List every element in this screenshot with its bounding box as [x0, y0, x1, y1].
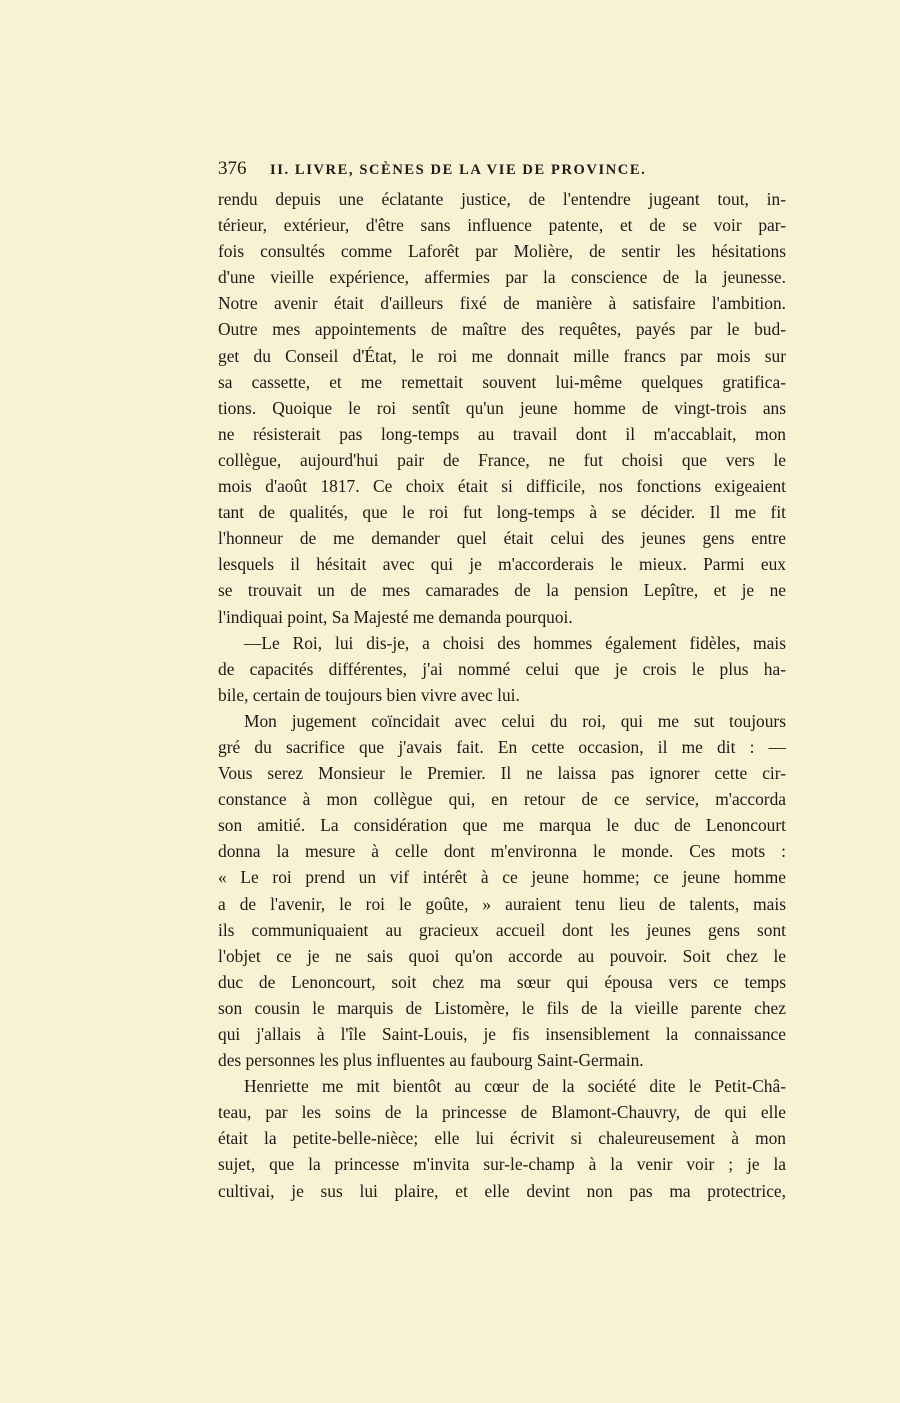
- text-line: mois d'août 1817. Ce choix était si difficile, nos fonctions exigeaient: [218, 476, 786, 497]
- text-line: tant de qualités, que le roi fut long-temps à se décider. Il me fit: [218, 502, 786, 523]
- text-line: sujet, que la princesse m'invita sur-le-champ à la venir voir ; je la: [218, 1154, 786, 1175]
- text-line: duc de Lenoncourt, soit chez ma sœur qui épousa vers ce temps: [218, 971, 786, 992]
- text-line: lesquels il hésitait avec qui je m'accorderais le mieux. Parmi eux: [218, 554, 786, 575]
- text-line: des personnes les plus influentes au faubourg Saint-Germain.: [218, 1050, 644, 1071]
- text-line: bile, certain de toujours bien vivre avec lui.: [218, 684, 520, 705]
- text-line: constance à mon collègue qui, en retour de ce service, m'accorda: [218, 789, 786, 810]
- text-line: rendu depuis une éclatante justice, de l'entendre jugeant tout, in-: [218, 189, 786, 209]
- text-line: qui j'allais à l'île Saint-Louis, je fis insensiblement la connaissance: [218, 1024, 786, 1044]
- text-line: Vous serez Monsieur le Premier. Il ne laissa pas ignorer cette cir-: [218, 763, 786, 784]
- text-line: d'une vieille expérience, affermies par la conscience de la jeunesse.: [218, 267, 786, 288]
- text-line: sa cassette, et me remettait souvent lui-même quelques gratifica-: [218, 371, 786, 392]
- text-line: son cousin le marquis de Listomère, le fils de la vieille parente chez: [218, 997, 786, 1018]
- text-line: « Le roi prend un vif intérêt à ce jeune homme; ce jeune homme: [218, 867, 786, 888]
- text-line: térieur, extérieur, d'être sans influence patente, et de se voir par-: [218, 215, 786, 236]
- text-line: ne résisterait pas long-temps au travail dont il m'accablait, mon: [218, 423, 786, 444]
- body-text: [218, 186, 786, 1204]
- text-line: —Le Roi, lui dis-je, a choisi des hommes également fidèles, mais: [244, 632, 786, 653]
- text-line: Henriette me mit bientôt au cœur de la société dite le Petit-Châ-: [244, 1076, 786, 1097]
- text-line: l'honneur de me demander quel était celui des jeunes gens entre: [218, 528, 786, 549]
- text-line: collègue, aujourd'hui pair de France, ne fut choisi que vers le: [218, 449, 786, 470]
- text-line: l'objet ce je ne sais quoi qu'on accorde au pouvoir. Soit chez le: [218, 945, 786, 966]
- text-line: donna la mesure à celle dont m'environna le monde. Ces mots :: [218, 841, 786, 862]
- text-line: son amitié. La considération que me marqua le duc de Lenoncourt: [218, 815, 786, 836]
- text-line: Mon jugement coïncidait avec celui du roi, qui me sut toujours: [244, 710, 786, 731]
- running-title: II. LIVRE, SCÈNES DE LA VIE DE PROVINCE.: [270, 162, 647, 178]
- text-line: l'indiquai point, Sa Majesté me demanda pourquoi.: [218, 606, 573, 627]
- page-header: [218, 158, 786, 186]
- text-line: se trouvait un de mes camarades de la pension Lepître, et je ne: [218, 580, 786, 601]
- text-line: gré du sacrifice que j'avais fait. En cette occasion, il me dit : —: [218, 736, 786, 757]
- book-page: [218, 158, 786, 1204]
- page-number: 376: [218, 158, 247, 179]
- text-line: fois consultés comme Laforêt par Molière, de sentir les hésitations: [218, 241, 786, 262]
- text-line: Notre avenir était d'ailleurs fixé de manière à satisfaire l'ambition.: [218, 293, 786, 314]
- text-line: a de l'avenir, le roi le goûte, » auraient tenu lieu de talents, mais: [218, 893, 786, 914]
- text-line: teau, par les soins de la princesse de Blamont-Chauvry, de qui elle: [218, 1102, 786, 1123]
- text-line: get du Conseil d'État, le roi me donnait mille francs par mois sur: [218, 345, 786, 366]
- text-line: était la petite-belle-nièce; elle lui écrivit si chaleureusement à mon: [218, 1128, 786, 1149]
- text-line: de capacités différentes, j'ai nommé celui que je crois le plus ha-: [218, 658, 786, 679]
- text-line: ils communiquaient au gracieux accueil dont les jeunes gens sont: [218, 919, 786, 940]
- text-line: Outre mes appointements de maître des requêtes, payés par le bud-: [218, 319, 786, 340]
- text-line: tions. Quoique le roi sentît qu'un jeune homme de vingt-trois ans: [218, 397, 786, 418]
- text-line: cultivai, je sus lui plaire, et elle devint non pas ma protectrice,: [218, 1180, 786, 1201]
